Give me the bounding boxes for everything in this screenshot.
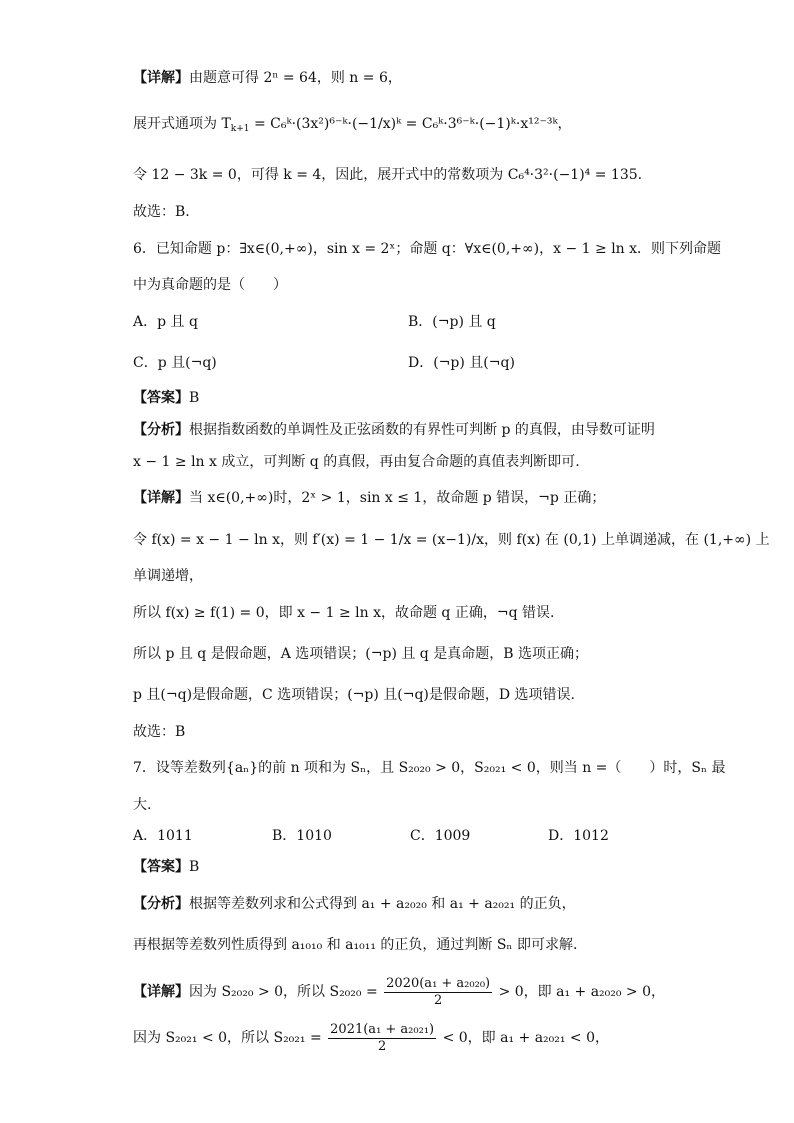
- q7-option-a: A．1011: [133, 828, 193, 844]
- q7-analysis-line2: 再根据等差数列性质得到 a₁₀₁₀ 和 a₁₀₁₁ 的正负，通过判断 Sₙ 即可求解.: [133, 937, 578, 953]
- q7-option-d: D．1012: [548, 828, 609, 844]
- q7-detail-line1: 【详解】因为 S₂₀₂₀ > 0，所以 S₂₀₂₀ = $\frac{\text{2020(a₁ + a₂₀₂₀)}}{2}$ > 0，即 a₁ + a₂₀₂₀ > 0，: [133, 975, 666, 1008]
- q5-constant-term: 令 12 − 3k = 0，可得 k = 4，因此，展开式中的常数项为 C₆⁴·3²·(−1)⁴ = 135.: [133, 167, 643, 183]
- q5-term-prefix: 展开式通项为 T: [133, 116, 231, 132]
- q6-conclusion: 故选：B: [133, 724, 186, 740]
- q7-option-b: B．1010: [272, 828, 332, 844]
- q5-detail-line3: [133, 165, 684, 185]
- q5-term-formula: = C₆ᵏ·(3x²)⁶⁻ᵏ·(−1/x)ᵏ = C₆ᵏ·3⁶⁻ᵏ·(−1)ᵏ·x¹²⁻³ᵏ，: [253, 116, 572, 132]
- q6-stem-line1: 6．已知命题 p：∃x∈(0,+∞)，sin x = 2ˣ；命题 q：∀x∈(0,+∞)，x − 1 ≥ ln x．则下列命题: [133, 241, 722, 257]
- q6-analysis-line1: 【分析】根据指数函数的单调性及正弦函数的有界性可判断 p 的真假，由导数可证明: [133, 422, 655, 438]
- q7-stem-line2: 大.: [133, 797, 152, 813]
- q6-detail-line1: 【详解】当 x∈(0,+∞)时，2ˣ > 1，sin x ≤ 1，故命题 p 错误，¬p 正确；: [133, 490, 606, 506]
- q6-analysis-line2: x − 1 ≥ ln x 成立，可判断 q 的真假，再由复合命题的真值表判断即可.: [133, 454, 580, 470]
- q6-detail-line6: p 且(¬q)是假命题，C 选项错误；(¬p) 且(¬q)是假命题，D 选项错误.: [133, 687, 575, 703]
- q7-stem-line1: 7．设等差数列{aₙ}的前 n 项和为 Sₙ，且 S₂₀₂₀ > 0，S₂₀₂₁ < 0，则当 n =（ ）时，Sₙ 最: [133, 760, 726, 776]
- detail-tag: 【详解】: [133, 70, 189, 86]
- q5-conclusion: 故选：B.: [133, 204, 190, 220]
- q6-option-a: A．p 且 q: [133, 314, 198, 330]
- q6-stem-line2: 中为真命题的是（ ）: [133, 277, 287, 293]
- q5-detail-line2: 展开式通项为 $T_{k+1}$ = C₆ᵏ·(3x²)⁶⁻ᵏ·(−1/x)ᵏ = C₆ᵏ·3⁶⁻ᵏ·(−1)ᵏ·x¹²⁻³ᵏ，: [133, 116, 572, 134]
- q6-answer: 【答案】B: [133, 390, 200, 406]
- q6-detail-line3: 单调递增，: [133, 568, 203, 584]
- fraction: $\frac{\text{2021(a₁ + a₂₀₂₁)}}{2}$: [330, 1021, 435, 1054]
- q6-option-d: D．(¬p) 且(¬q): [408, 355, 515, 371]
- q7-analysis-line1: 【分析】根据等差数列求和公式得到 a₁ + a₂₀₂₀ 和 a₁ + a₂₀₂₁ 的正负，: [133, 896, 576, 912]
- q6-detail-line4: 所以 f(x) ≥ f(1) = 0，即 x − 1 ≥ ln x，故命题 q 正确，¬q 错误.: [133, 605, 555, 621]
- q5-detail-text1: 由题意可得 2ⁿ = 64，则 n = 6，: [189, 70, 402, 86]
- q6-detail-line5: 所以 p 且 q 是假命题，A 选项错误；(¬p) 且 q 是真命题，B 选项正确；: [133, 646, 588, 662]
- q6-option-b: B．(¬p) 且 q: [408, 314, 496, 330]
- q7-answer: 【答案】B: [133, 859, 200, 875]
- q7-detail-line2: 因为 S₂₀₂₁ < 0，所以 S₂₀₂₁ = $\frac{\text{2021(a₁ + a₂₀₂₁)}}{2}$ < 0，即 a₁ + a₂₀₂₁ < 0，: [133, 1021, 610, 1054]
- q6-option-c: C．p 且(¬q): [133, 355, 217, 371]
- q7-option-c: C．1009: [410, 828, 471, 844]
- q6-detail-line2: 令 f(x) = x − 1 − ln x，则 f′(x) = 1 − 1/x = (x−1)/x，则 f(x) 在 (0,1) 上单调递减，在 (1,+∞) 上: [133, 532, 770, 548]
- q5-detail-line1: [133, 68, 684, 88]
- fraction: $\frac{\text{2020(a₁ + a₂₀₂₀)}}{2}$: [386, 975, 491, 1008]
